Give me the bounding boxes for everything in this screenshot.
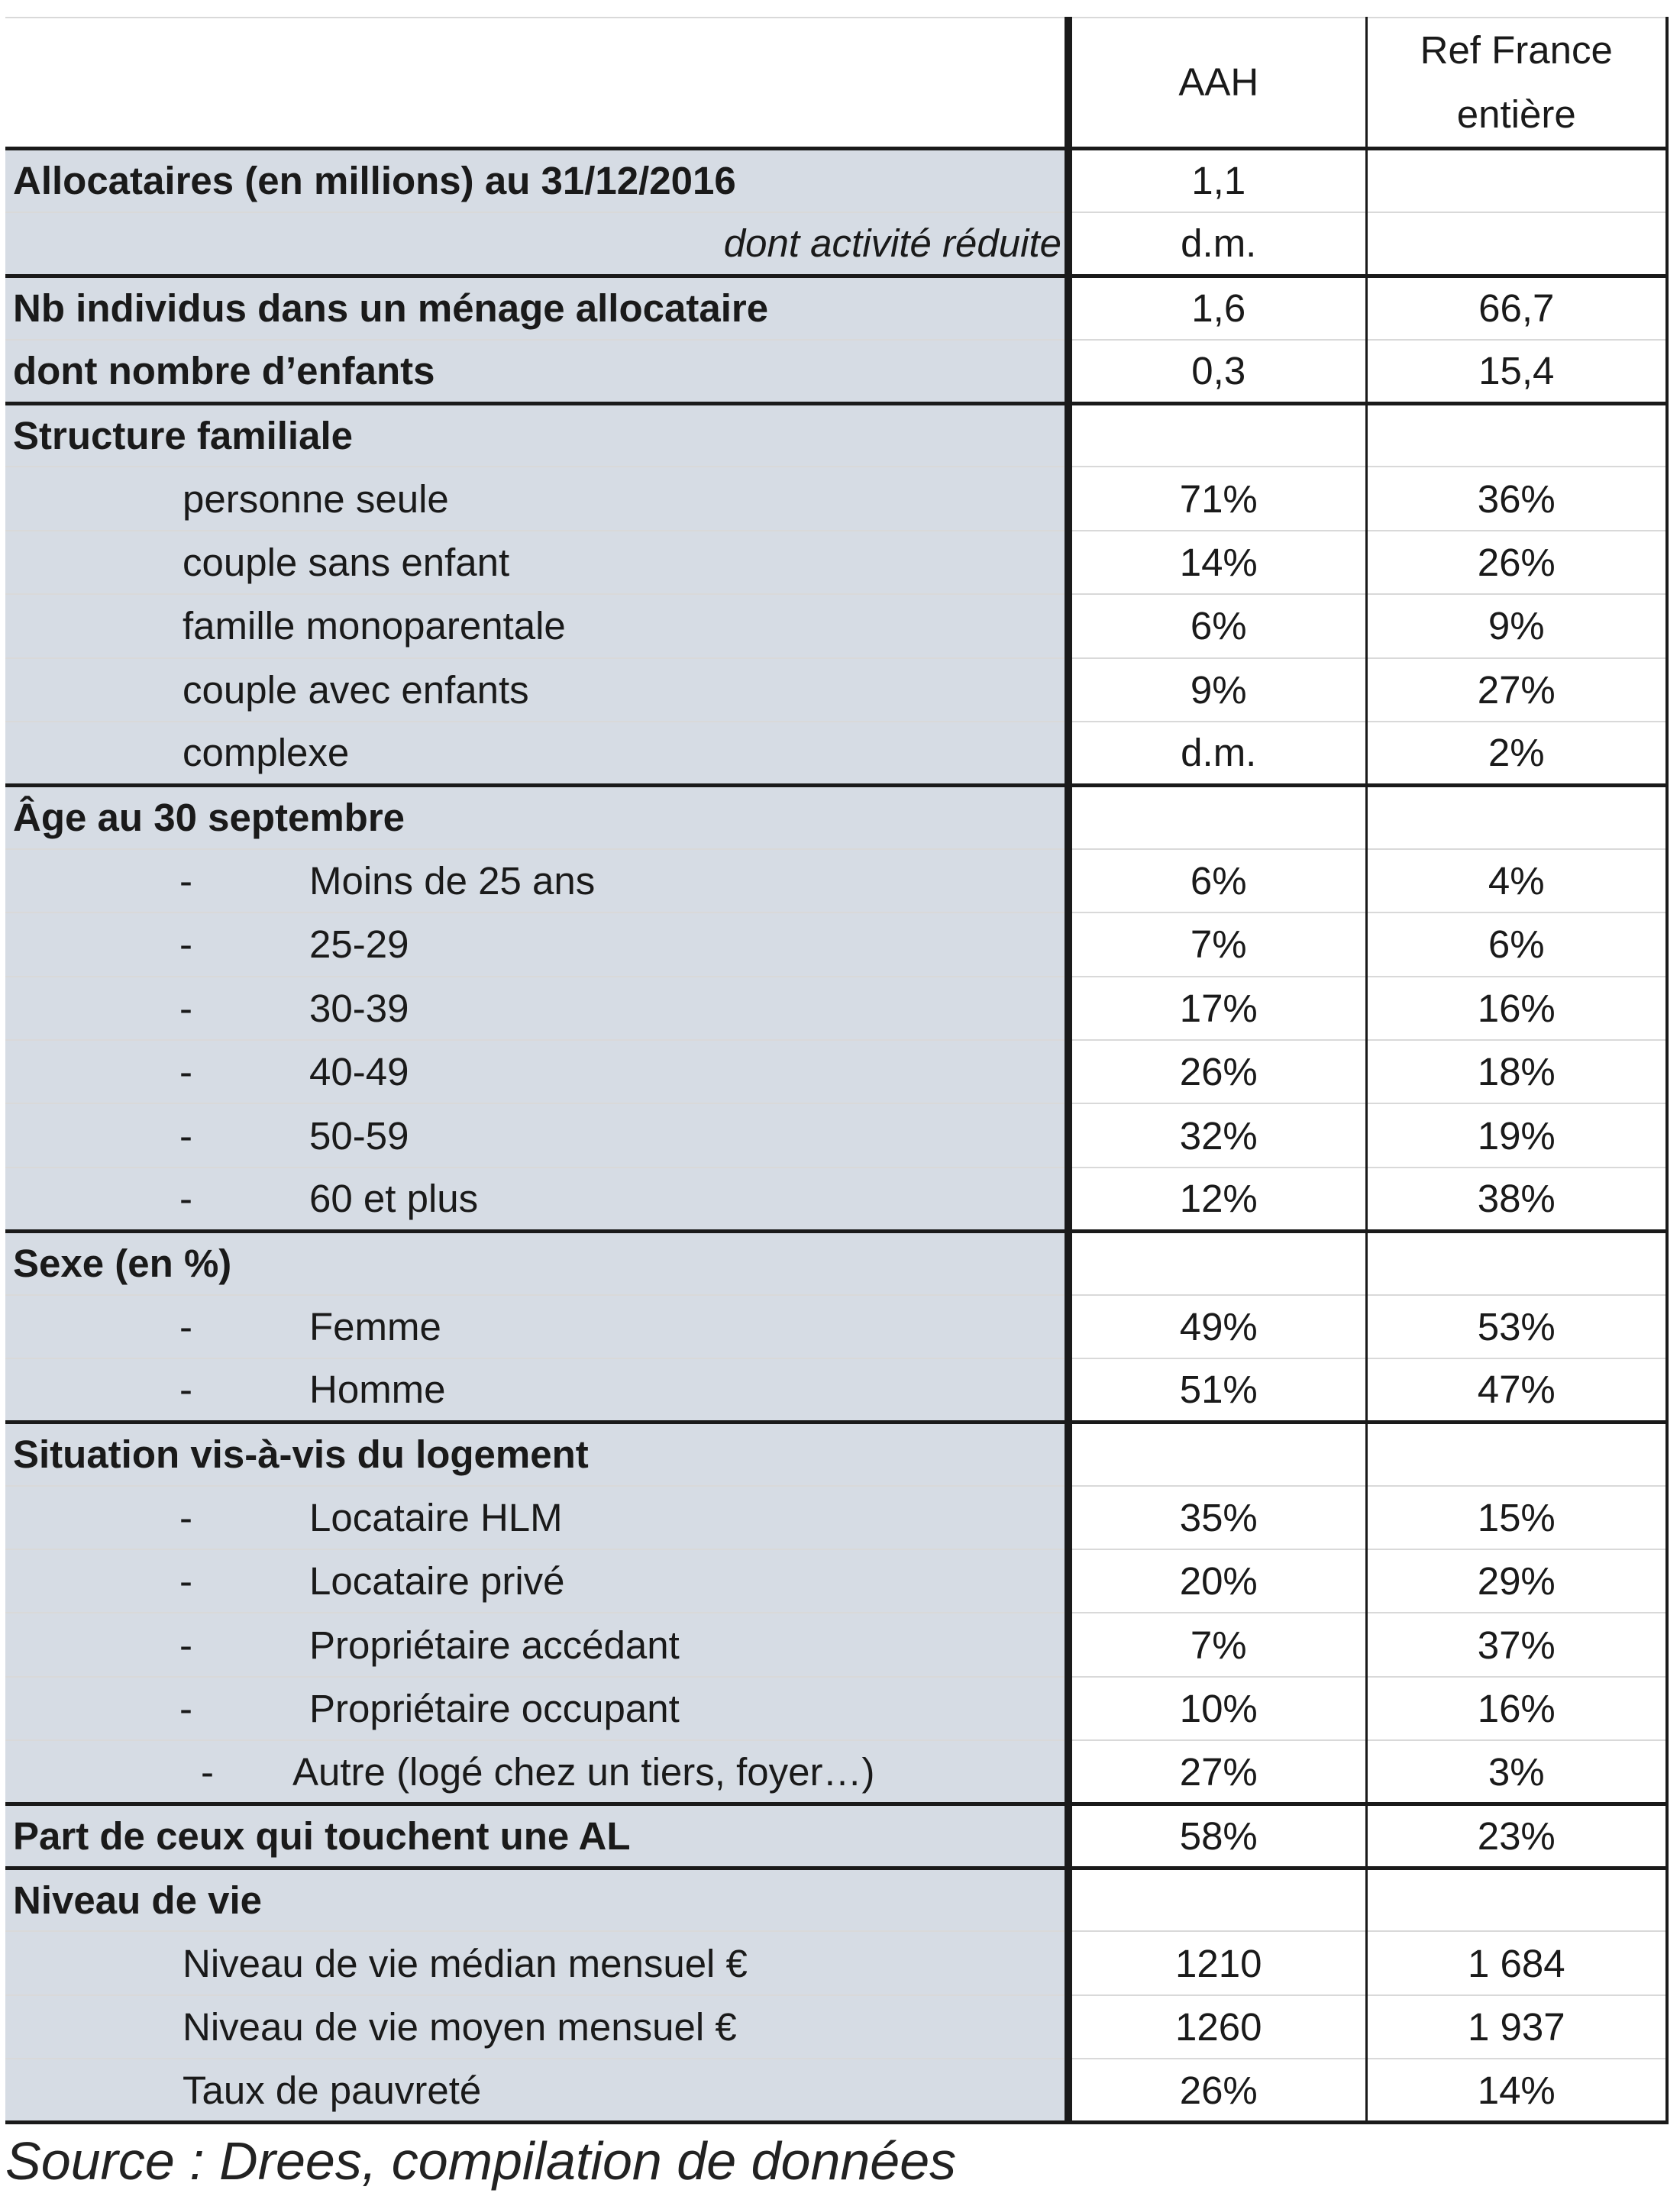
dash-bullet: - — [179, 1687, 192, 1731]
row-label — [5, 1486, 1068, 1549]
table-row — [5, 1613, 1667, 1676]
table-row — [5, 1358, 1667, 1422]
row-label-text: Propriétaire occupant — [309, 1687, 680, 1731]
row-label-text: 25-29 — [309, 922, 409, 967]
table-row — [5, 340, 1667, 403]
aah-value-cell: 1210 — [1068, 1931, 1366, 1994]
row-label: Niveau de vie moyen mensuel € — [5, 1995, 1068, 2059]
dash-bullet: - — [179, 1368, 192, 1412]
aah-value-cell — [1068, 1868, 1366, 1931]
table-row — [5, 1931, 1667, 1994]
aah-value-cell: 0,3 — [1068, 340, 1366, 403]
ref-france-value-cell: 27% — [1366, 658, 1667, 722]
row-label-text: Autre (logé chez un tiers, foyer…) — [292, 1749, 875, 1794]
row-label: famille monoparentale — [5, 594, 1068, 657]
row-label-text: 60 et plus — [309, 1177, 479, 1221]
table-row — [5, 1804, 1667, 1868]
row-label: personne seule — [5, 467, 1068, 530]
row-label: Niveau de vie médian mensuel € — [5, 1931, 1068, 1994]
aah-value-cell: 7% — [1068, 912, 1366, 976]
row-label — [5, 912, 1068, 976]
ref-france-value-cell: 1 684 — [1366, 1931, 1667, 1994]
table-row — [5, 1295, 1667, 1358]
dash-bullet: - — [179, 922, 192, 967]
ref-france-value-cell — [1366, 1868, 1667, 1931]
row-label: dont activité réduite — [5, 212, 1068, 276]
aah-value-cell: d.m. — [1068, 212, 1366, 276]
row-label-text: Moins de 25 ans — [309, 858, 596, 903]
row-label-text: Locataire privé — [309, 1559, 565, 1604]
aah-value-cell — [1068, 1231, 1366, 1294]
row-label-text: Homme — [309, 1368, 446, 1412]
row-label-text: Locataire HLM — [309, 1495, 563, 1539]
table-row — [5, 212, 1667, 276]
table-row — [5, 785, 1667, 848]
row-label — [5, 1740, 1068, 1804]
table-row — [5, 1168, 1667, 1231]
ref-france-value-cell — [1366, 785, 1667, 848]
ref-france-value-cell: 15% — [1366, 1486, 1667, 1549]
row-label-text: 50-59 — [309, 1113, 409, 1158]
header-ref-france: Ref France entière — [1366, 18, 1667, 149]
aah-value-cell: 20% — [1068, 1549, 1366, 1613]
row-label: Part de ceux qui touchent une AL — [5, 1804, 1068, 1868]
aah-value-cell: 1,1 — [1068, 149, 1366, 212]
ref-france-value-cell: 53% — [1366, 1295, 1667, 1358]
header-aah: AAH — [1068, 18, 1366, 149]
row-label: Structure familiale — [5, 403, 1068, 467]
row-label: complexe — [5, 722, 1068, 785]
aah-value-cell: 6% — [1068, 849, 1366, 912]
dash-bullet: - — [179, 1050, 192, 1094]
row-label-text: 40-49 — [309, 1050, 409, 1094]
ref-france-value-cell — [1366, 212, 1667, 276]
dash-bullet: - — [179, 1495, 192, 1539]
row-label — [5, 1549, 1068, 1613]
table-row — [5, 531, 1667, 594]
table-row — [5, 1486, 1667, 1549]
aah-value-cell: 26% — [1068, 1040, 1366, 1103]
aah-value-cell: 10% — [1068, 1677, 1366, 1740]
row-label: couple avec enfants — [5, 658, 1068, 722]
aah-value-cell: 35% — [1068, 1486, 1366, 1549]
ref-france-value-cell: 19% — [1366, 1103, 1667, 1167]
ref-france-value-cell: 29% — [1366, 1549, 1667, 1613]
aah-value-cell: 7% — [1068, 1613, 1366, 1676]
dash-bullet: - — [179, 1623, 192, 1667]
ref-france-value-cell — [1366, 403, 1667, 467]
aah-value-cell: 51% — [1068, 1358, 1366, 1422]
ref-france-value-cell: 16% — [1366, 977, 1667, 1040]
aah-value-cell: 17% — [1068, 977, 1366, 1040]
aah-value-cell: 27% — [1068, 1740, 1366, 1804]
row-label — [5, 1358, 1068, 1422]
ref-france-value-cell: 9% — [1366, 594, 1667, 657]
row-label: Situation vis-à-vis du logement — [5, 1422, 1068, 1485]
aah-value-cell: 49% — [1068, 1295, 1366, 1358]
ref-france-value-cell: 16% — [1366, 1677, 1667, 1740]
row-label: Niveau de vie — [5, 1868, 1068, 1931]
ref-france-value-cell: 36% — [1366, 467, 1667, 530]
dash-bullet: - — [201, 1749, 214, 1794]
table-row — [5, 1677, 1667, 1740]
aah-value-cell: 32% — [1068, 1103, 1366, 1167]
table-row — [5, 658, 1667, 722]
table-row — [5, 722, 1667, 785]
ref-france-value-cell: 14% — [1366, 2059, 1667, 2122]
header-corner-cell — [5, 18, 1068, 149]
aah-value-cell: 58% — [1068, 1804, 1366, 1868]
row-label — [5, 1103, 1068, 1167]
ref-france-value-cell — [1366, 1231, 1667, 1294]
aah-value-cell: 12% — [1068, 1168, 1366, 1231]
table-body — [5, 18, 1667, 2123]
aah-value-cell — [1068, 785, 1366, 848]
dash-bullet: - — [179, 1113, 192, 1158]
dash-bullet: - — [179, 986, 192, 1030]
ref-france-value-cell: 26% — [1366, 531, 1667, 594]
row-label: Âge au 30 septembre — [5, 785, 1068, 848]
table-row — [5, 1231, 1667, 1294]
ref-france-value-cell: 3% — [1366, 1740, 1667, 1804]
aah-value-cell: 1260 — [1068, 1995, 1366, 2059]
header-row — [5, 18, 1667, 149]
table-row — [5, 1422, 1667, 1485]
source-note: Source : Drees, compilation de données — [5, 2131, 957, 2191]
aah-value-cell: 1,6 — [1068, 276, 1366, 339]
table-row — [5, 1868, 1667, 1931]
table-row — [5, 467, 1667, 530]
table-row — [5, 1995, 1667, 2059]
dash-bullet: - — [179, 858, 192, 903]
table-row — [5, 1740, 1667, 1804]
row-label — [5, 1295, 1068, 1358]
ref-france-value-cell — [1366, 149, 1667, 212]
row-label: Sexe (en %) — [5, 1231, 1068, 1294]
row-label — [5, 977, 1068, 1040]
row-label: Nb individus dans un ménage allocataire — [5, 276, 1068, 339]
ref-france-value-cell: 1 937 — [1366, 1995, 1667, 2059]
row-label — [5, 1677, 1068, 1740]
row-label: couple sans enfant — [5, 531, 1068, 594]
aah-value-cell: 71% — [1068, 467, 1366, 530]
table-row — [5, 594, 1667, 657]
row-label — [5, 849, 1068, 912]
aah-value-cell: 26% — [1068, 2059, 1366, 2122]
table-row — [5, 276, 1667, 339]
row-label — [5, 1168, 1068, 1231]
ref-france-value-cell: 18% — [1366, 1040, 1667, 1103]
row-label-text: 30-39 — [309, 986, 409, 1030]
ref-france-value-cell — [1366, 1422, 1667, 1485]
aah-value-cell: d.m. — [1068, 722, 1366, 785]
table-row — [5, 849, 1667, 912]
dash-bullet: - — [179, 1559, 192, 1604]
dash-bullet: - — [179, 1304, 192, 1348]
table-row — [5, 1103, 1667, 1167]
ref-france-value-cell: 47% — [1366, 1358, 1667, 1422]
table-row — [5, 1549, 1667, 1613]
ref-france-value-cell: 66,7 — [1366, 276, 1667, 339]
ref-france-value-cell: 15,4 — [1366, 340, 1667, 403]
table-row — [5, 403, 1667, 467]
aah-value-cell: 9% — [1068, 658, 1366, 722]
row-label — [5, 1040, 1068, 1103]
statistics-table — [5, 17, 1669, 2124]
ref-france-value-cell: 6% — [1366, 912, 1667, 976]
ref-france-value-cell: 37% — [1366, 1613, 1667, 1676]
row-label-text: Femme — [309, 1304, 441, 1348]
row-label-text: Propriétaire accédant — [309, 1623, 680, 1667]
row-label: dont nombre d’enfants — [5, 340, 1068, 403]
aah-value-cell: 14% — [1068, 531, 1366, 594]
table-row — [5, 977, 1667, 1040]
dash-bullet: - — [179, 1177, 192, 1221]
table-row — [5, 1040, 1667, 1103]
table-row — [5, 912, 1667, 976]
table-row — [5, 2059, 1667, 2122]
aah-value-cell — [1068, 403, 1366, 467]
row-label: Allocataires (en millions) au 31/12/2016 — [5, 149, 1068, 212]
aah-value-cell — [1068, 1422, 1366, 1485]
ref-france-value-cell: 2% — [1366, 722, 1667, 785]
ref-france-value-cell: 38% — [1366, 1168, 1667, 1231]
ref-france-value-cell: 23% — [1366, 1804, 1667, 1868]
row-label — [5, 1613, 1068, 1676]
row-label: Taux de pauvreté — [5, 2059, 1068, 2122]
table-row — [5, 149, 1667, 212]
aah-value-cell: 6% — [1068, 594, 1366, 657]
ref-france-value-cell: 4% — [1366, 849, 1667, 912]
